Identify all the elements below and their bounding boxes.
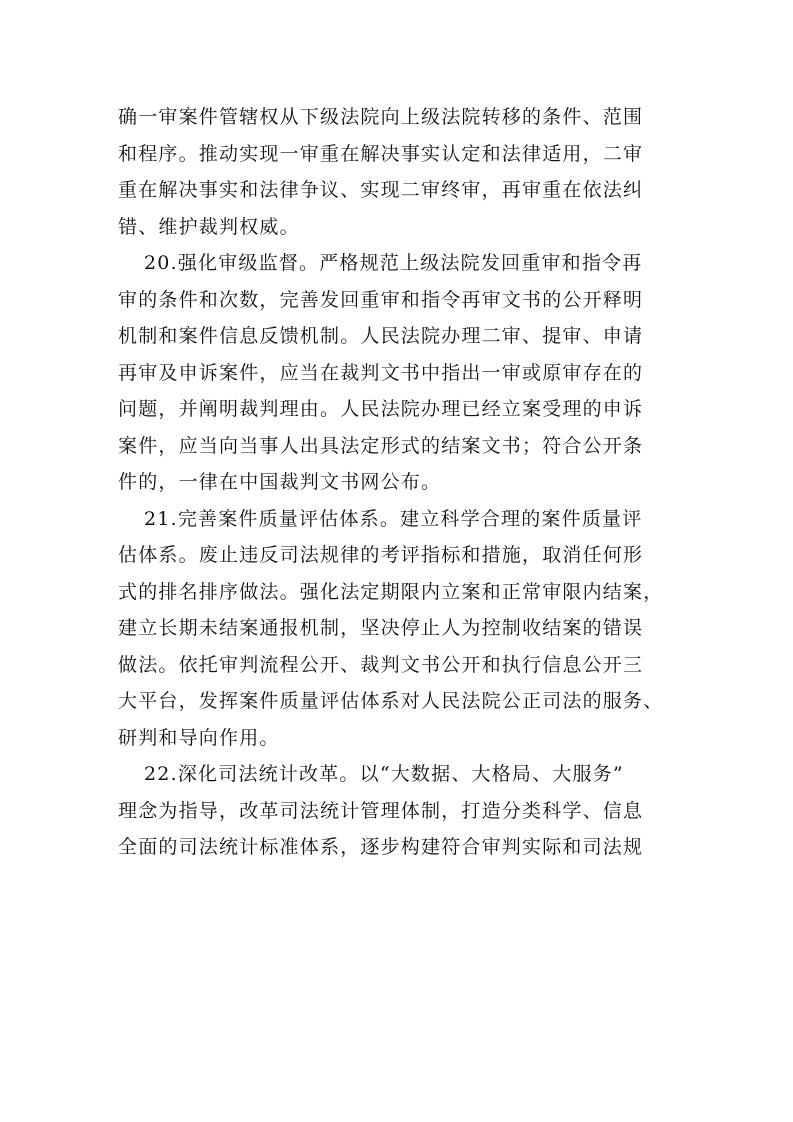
- text-line: 研判和导向作用。: [118, 726, 280, 749]
- text-line: 建立长期未结案通报机制，坚决停止人为控制收结案的错误: [118, 617, 644, 639]
- text-line: 理念为指导，改革司法统计管理体制，打造分类科学、信息: [118, 799, 644, 822]
- text-line: 全面的司法统计标准体系，逐步构建符合审判实际和司法规: [118, 836, 644, 858]
- paragraph-item-20: [118, 245, 688, 501]
- text-line: 大平台，发挥案件质量评估体系对人民法院公正司法的服务、: [118, 690, 664, 712]
- paragraph-item-22: [118, 756, 688, 866]
- paragraph-first-line: 20.强化审级监督。严格规范上级法院发回重审和指令再: [144, 252, 643, 274]
- text-line: 错、维护裁判权威。: [118, 215, 300, 238]
- text-line: 件的，一律在中国裁判文书网公布。: [118, 471, 442, 493]
- text-line: 审的条件和次数，完善发回重审和指令再审文书的公开释明: [118, 288, 644, 311]
- text-line: 机制和案件信息反馈机制。人民法院办理二审、提审、申请: [118, 325, 644, 347]
- document-body: [118, 99, 688, 866]
- text-line: 确一审案件管辖权从下级法院向上级法院转移的条件、范围: [118, 106, 644, 128]
- text-line: 问题，并阐明裁判理由。人民法院办理已经立案受理的申诉: [118, 398, 644, 420]
- text-line: 和程序。推动实现一审重在解决事实认定和法律适用，二审: [118, 142, 644, 165]
- paragraph-first-line: 21.完善案件质量评估体系。建立科学合理的案件质量评: [144, 507, 643, 530]
- text-line: 再审及申诉案件，应当在裁判文书中指出一审或原审存在的: [118, 361, 644, 384]
- paragraph-item-21: [118, 501, 688, 757]
- text-line: 案件，应当向当事人出具法定形式的结案文书；符合公开条: [118, 434, 644, 457]
- text-line: 式的排名排序做法。强化法定期限内立案和正常审限内结案，: [118, 580, 664, 603]
- paragraph-continuation: [118, 99, 688, 245]
- text-line: 重在解决事实和法律争议、实现二审终审，再审重在依法纠: [118, 179, 644, 201]
- text-line: 做法。依托审判流程公开、裁判文书公开和执行信息公开三: [118, 653, 644, 676]
- paragraph-first-line: 22.深化司法统计改革。以“大数据、大格局、大服务”: [144, 763, 624, 785]
- text-line: 估体系。废止违反司法规律的考评指标和措施，取消任何形: [118, 544, 644, 566]
